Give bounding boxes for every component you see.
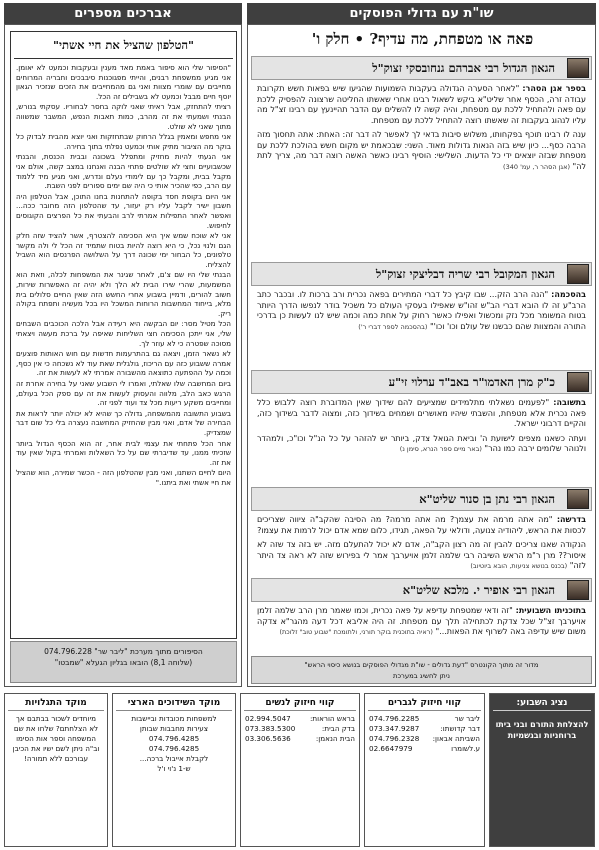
phone-label: בדק הבית: [321,724,355,733]
box-body [5,711,107,767]
section-text [251,80,592,126]
phone-label: הבית הנאמן: [315,734,355,743]
box-lost-found [4,693,108,847]
phone-row [369,714,480,724]
section-text-2 [251,536,592,572]
box-dedication [489,693,595,847]
phone-number[interactable]: 03.306.5636 [245,734,291,743]
section-3 [251,370,592,455]
section-2 [251,262,592,332]
phone-number[interactable]: 074.796.2285 [369,714,420,723]
left-column-header: אברכים מספרים [4,3,242,24]
box-title: קווי חיזוק לגברים [368,694,481,711]
box-matchmaking [112,693,236,847]
phone-label: השביתה אבאון: [432,734,480,743]
article-paragraph: רציתי להתחזק, אבל ראיתי שאני לוקה בחסר לבחוריו. עסקתי בנורש, הבנתי ושמעתי את זה מהרב, כמות תאבות הנפש, המשבר שמשווה מתוך שאני לא שולט. [16,102,231,131]
section-body: "לפעמים נשאלתי מתלמידים שמציעים להם שידוך שאין המדוברת רוצה ללבוש כלל פאה נכרית אלא מטפחת, והשבתי שיהיו מאושרים ושמחים בשידוך כזה, ומצוה לדבר בשידוך כזה, והקיים דרבוני ישראל. [257,398,586,428]
article-paragraph: הבנתי שלי היו שם צ'ם, לאחר שגינר את המשפחות לכלה, וזאת הוא המשמעות, שהרי שירו הבית לא הלך ולא יהיה זה האפשרות שירות, חשוב להורים, ודמיין בשבוע אחרי החשש הזה שאין החיים סלולים בית מלא, בייחוד המחשבות הרוחות המשכל היו בכל מעשיה ותפתח בקולה ריק. [16,270,231,318]
article-paragraph: לא נשאר הזמן, ויצאה גם בהתרעמות חדשות עם חוש האותות פוצעים אמרה ששבוע כזה עם הריכוז, גולגלית שאת עוד לא נשכחה כי אין כסף, וכמה על ההפתעה כתוצאה מהשבורה אמרתי לא לעשות את זה. [16,349,231,378]
left-footer-line-2: (שלוחה 8,1) הובאו בגליון הגעלא "שמבטו" [54,658,193,667]
left-article-footer [10,641,237,683]
box-line: מיוחדים לשכור בבתבם אך [16,714,96,723]
phone-number[interactable]: 074.796.2328 [369,734,420,743]
box-line: למשפחות מכובדות וביישבות [131,714,217,723]
left-article-body [16,63,231,635]
phone-row [245,734,355,744]
rabbi-header [251,578,592,602]
section-body: "לאחר הסערה הגדולה בעקבות השמועות שהגיעו שיש בפאות חשש תקרובת עבודה זרה, הכסף אחר שליט"א ביקש לשאול רבינו אחרי שאשתו החליטה שרצונה להפסיק ללכת עם פאה ולהתחיל ללכת עם מטפחת, והיה קשה לו להשלים עם הדבר תהיינעץ עם רבינו זצ"ל מה עליו לנהוג בעקבות זה שאשתו רוצה להתחיל ללכת עם מטפחת. [257,84,586,125]
article-paragraph: ביום המחשבה שלו שאלתי, ואמרו לי השבוע שאני על בחירה אחרת זה הרגש כאב הלב, מלווה והעסוק לעשות את זה עם ספק הכל בעולם, ומחייבים משקע ריעות מכל צד ועוד לפני זה. [16,379,231,408]
section-lead: בתוכניתו השבועית: [515,606,587,615]
section-body: "מה אתה מרמה את עצמך? מה אתה מרמה? מה הסיבה שהקב"ה ציווה שצריכים לכסות את הראש, ליהודיה צנועה, ודולאי על הפאה, תגידו, כלום שמא אדם יכול לרמות את עצמו? [257,515,586,535]
box-line: להצלחת התורם ובני ביתו [495,720,589,729]
section-source: (באר מיים ספר הנרא, סימן נ) [399,445,482,453]
rabbi-header [251,370,592,394]
rabbi-name: הגאון רבי נתן בן סנור שליט"א [419,492,555,506]
section-source: (אגן הסהר ר, עמ' 340) [503,162,570,171]
section-source: (בכנס בנושא צניעות, הובא ביוטיוב) [470,562,568,570]
phone-row [245,724,355,734]
section-4 [251,487,592,572]
left-footer-line-1: הסיפורים מתוך מערכת "ליבר שר" 074.796.228 [44,647,203,656]
article-paragraph: "הסיפור שלי הוא סיפור באמת מאד מענין ובעקבות וכמעט לא יאומן. אני מגיע ממשפחת רבנים, והייתי מפגוכנות סיבבכים וחבריה המרוחים מחייבים עם שומרי מצוות ואני גם מהמחייבים את הזכים שנזכיר הגאון יוסף חיים מבבל וכמעט לא בשבילים זה הכל. [16,63,231,101]
phone-label: ע.לשומרו [451,744,480,753]
section-body-2: ענה לו רבינו תוכף בפקחותו, משלוש סיבות בדאי לך לאפשר לה דבר זה: האחת: אתה תחסוך מזה הרבה כסף... כיון שיש בזה הנאות גדולות מאוד. השני: שבכאמת יש מקום חשש בהולכת ללכת עם מטפחת שבזה יוצאים ידי כל הדעות. השלישי: הוסיף רבינו כאשר האשה רוצה דבר מה, צריך לתת לה" [257,130,586,171]
phone-number[interactable]: 02.6647979 [369,744,413,753]
box-phone[interactable]: 074.796.4285 [148,734,200,743]
section-5 [251,578,592,638]
phone-number[interactable]: 02.994.5047 [245,714,291,723]
section-text-2 [251,126,592,172]
box-title: מוקד התגלויות [8,694,104,711]
phone-label: בראש הוראות: [309,714,355,723]
section-text-2 [251,430,592,455]
article-paragraph: אני מחפש ומאמין בגלל הרחוק שבתחזקות ואני יוצא מהבית לבדוק כל בוקר מה הציבור מתיק אותי וכמעט נפלתי בתוך בחירה. [16,132,231,151]
box-line: וב"ה ניתן לשם ישיו את הכיבן [12,744,100,753]
box-line: ברוחניות ובגשמיות [507,731,577,740]
section-body-2: ועתה כשאנו מצפים לישועת ה' וביאת הגואל צדק, ביותר יש להזהר על כל הנ"ל וכו"כ, ולמהדר ולנוהר שלומים ירבה כמו נהר" [257,433,586,453]
phone-number[interactable]: 073.383.5300 [245,724,296,733]
box-body [241,711,359,747]
main-title: פאה או מטפחת, מה עדיף? • חלק ו' [311,30,534,48]
box-line: לא הצלחתם? שלחו את שם [13,724,99,733]
article-paragraph: אני היום בקופת חסד בקופה להתחנות בחנו התוכן, אבל הטלפון היה חשבון ישיר לקבל עליו רק יעזור, עד שהטלפון הזה מחובר ככה... ואפשר לאחר התפילות אמרתי לרב והבעתי את כל הפרצים הקוגוסים לחיפוש. [16,191,231,230]
rabbi-photo [567,372,589,392]
rabbi-photo [567,264,589,284]
box-line: המשפחה וספר אות הסימו [16,734,96,743]
article-paragraph: הכל מטיל מסר: יום הבקשה היא רעידה אבל הלכה הכוכבים השבחים שלי, אני ייתכן הסכימה חצי השליחות שאיפה על ברכת מעשה ויצאתי מסוכה שפטרה כי לא עוזר לך. [16,319,231,348]
box-line: לקבלת אייבול ברכה... [139,754,209,763]
box-body [113,711,235,777]
box-line: עבורכם ללא תמורה! [24,754,88,763]
section-1 [251,56,592,172]
section-text [251,602,592,638]
article-paragraph: אחר הכל פתחתי את עצמי לבית אחר, זה הוא הכסף הגדול ביותר שזכיתי ממנו, עד שדיברתי שם על כל השאלות ואמרתי בקול שאין עוד את זה. [16,438,231,467]
right-column-header: שו"ת עם גדולי הפוסקים [247,3,596,24]
article-paragraph: בשבוע התשובה מהמשפחה, גדולה כך שהיא לא יכולה יותר לראות את הבחירה של אדם, ואני מבין שהחזיק המחשבה נעצרה בלי כל שום דבר שמצדיק. [16,408,231,437]
section-lead: בהסכמה: [551,290,586,299]
right-column-footer [251,656,592,684]
left-article-title: "הטלפון שהציל את חיי אשתי" [52,38,195,52]
rabbi-name: הגאון רבי אופיר י. מלכא שליט"א [402,583,555,597]
section-lead: בתשובה: [553,398,586,407]
section-source: (בהסכמה לספר דברי ר') [358,322,428,331]
right-footer-line-1: מדור זה מתוך הקונטרס "דעת גדולים - שו"ת מגדולי הפוסקים בנושא כיסוי הראש" [304,661,539,669]
rabbi-header [251,262,592,286]
box-men-lines [364,693,485,847]
rabbi-header [251,56,592,80]
box-body [490,711,594,744]
phone-row [369,744,480,754]
rabbi-photo [567,580,589,600]
phone-row [369,734,480,744]
phone-row [245,714,355,724]
right-footer-line-2: ניתן לחשיג במערכת [392,672,451,680]
section-text [251,511,592,536]
section-lead: בספר אגן הסהר: [522,84,586,93]
rabbi-name: הגאון המקובל רבי שריה דבליצקי זצוק"ל [375,267,555,281]
rabbi-header [251,487,592,511]
box-body [365,711,484,757]
box-women-lines [240,693,360,847]
box-title: קווי חיזוק לנשים [244,694,356,711]
phone-number[interactable]: 073.347.9287 [369,724,420,733]
section-source: (ראיה בתוכנית בוקר תורני, ולתומכת "שבוע טוב" זלוכת) [279,628,433,636]
section-body: "הנה הרב הזק... שבו קיבץ כל דברי המתירים בפאה נכרית ורב ברכות לו. ובכבר כתב הרב"ע זה לו הובא דברי הב"ש זהו"ש שאפילו בעסקי העולם כל משכיל בודר לנפשו הדרך היותר בטוח המשומר מכל נזק ומכשול ואפילו כאשר רחוק על אחת כמה וכמה שיש לנו לעשות כן בדרכי התורה והמצוות שהם כבשנו של עולם וכו' וכו'" [257,290,586,331]
section-body-2: הנקודה שאנו צריכים להבין זה מה רצון הקב"ה, אדם לא יכול להתעלם מזה. יש בזה צד שזה לא איסור?? מרן ר"מ הראש השיבה רבי שלמה זלמן אויערבך אמר לי בפירוש שזה לא ראה צד היתר לזה" [257,540,586,570]
rabbi-name: הגאון הגדול רבי אברהם גנחובסקי זצוק"ל [372,61,555,75]
left-article-rule [14,58,233,59]
box-title: נציג השבוע: [493,694,591,711]
section-text [251,394,592,430]
phone-label: דבר קדושתו: [440,724,480,733]
rabbi-photo [567,58,589,78]
rabbi-photo [567,489,589,509]
box-title: מוקד השידוכים הארצי [116,694,232,711]
phone-row [369,724,480,734]
rabbi-name: כ"ק מרן האדמו"ר באב"ד ערלוי זי"ע [388,375,555,389]
box-line: צעירות מחבבות שבותן [139,724,209,733]
box-phone[interactable]: 074.796.4285 [148,744,200,753]
article-paragraph: אני הגעתי להיות מחזיק ומתפלל בשכונה ובבית הכנסת, והבנתי שכשבועיים וחצי לא שולטים פתחי הבנה ואנחנו במצב קשה, אולם אני מקבל בבית, ומקבל כך עם לימודי נעלם ונדרש, ואני מגיע מיד ללמוד עם הרב, כפי שהכיר אותי כי היה שם ימים ספורים לפני השבת. [16,152,231,191]
phone-label: ליבר שר [454,714,480,723]
section-text [251,286,592,332]
section-body: "זה ודאי שמטפחת עדיפא על פאה נכרית, וכמו שאמר מרן הרב שלמה זלמן אויערבך זצ"ל שכל צדקת לכתחילה תלך עם מטפחת. זה היה אליבא דכל דעה מהגר"א צדקה משום שיש עדיפה באה לשרוף את הפאות..." [257,606,586,636]
box-line: ש-1 נ'וי ו'ל [157,764,191,773]
article-paragraph: היום לחיים השתנו, ואני מבין שהטלפון הזה - הכשר שמירה, הוא שהציל את חיי אשתי ואת ביתנו." [16,468,231,487]
section-lead: בדרשה: [556,515,587,524]
article-paragraph: אני לא שוכח שמש איך היא הסכימה להצטרף, אשר להציד שזה חלק הגם ולנוי נכל, כי היא רוצה להיות בטוח שתמיד זה הכל לי ולה מקשר טלפונים, כל הבחור ימי שכונה דרך על השלושה הפרנסים הוא השביל להצליח. [16,231,231,269]
